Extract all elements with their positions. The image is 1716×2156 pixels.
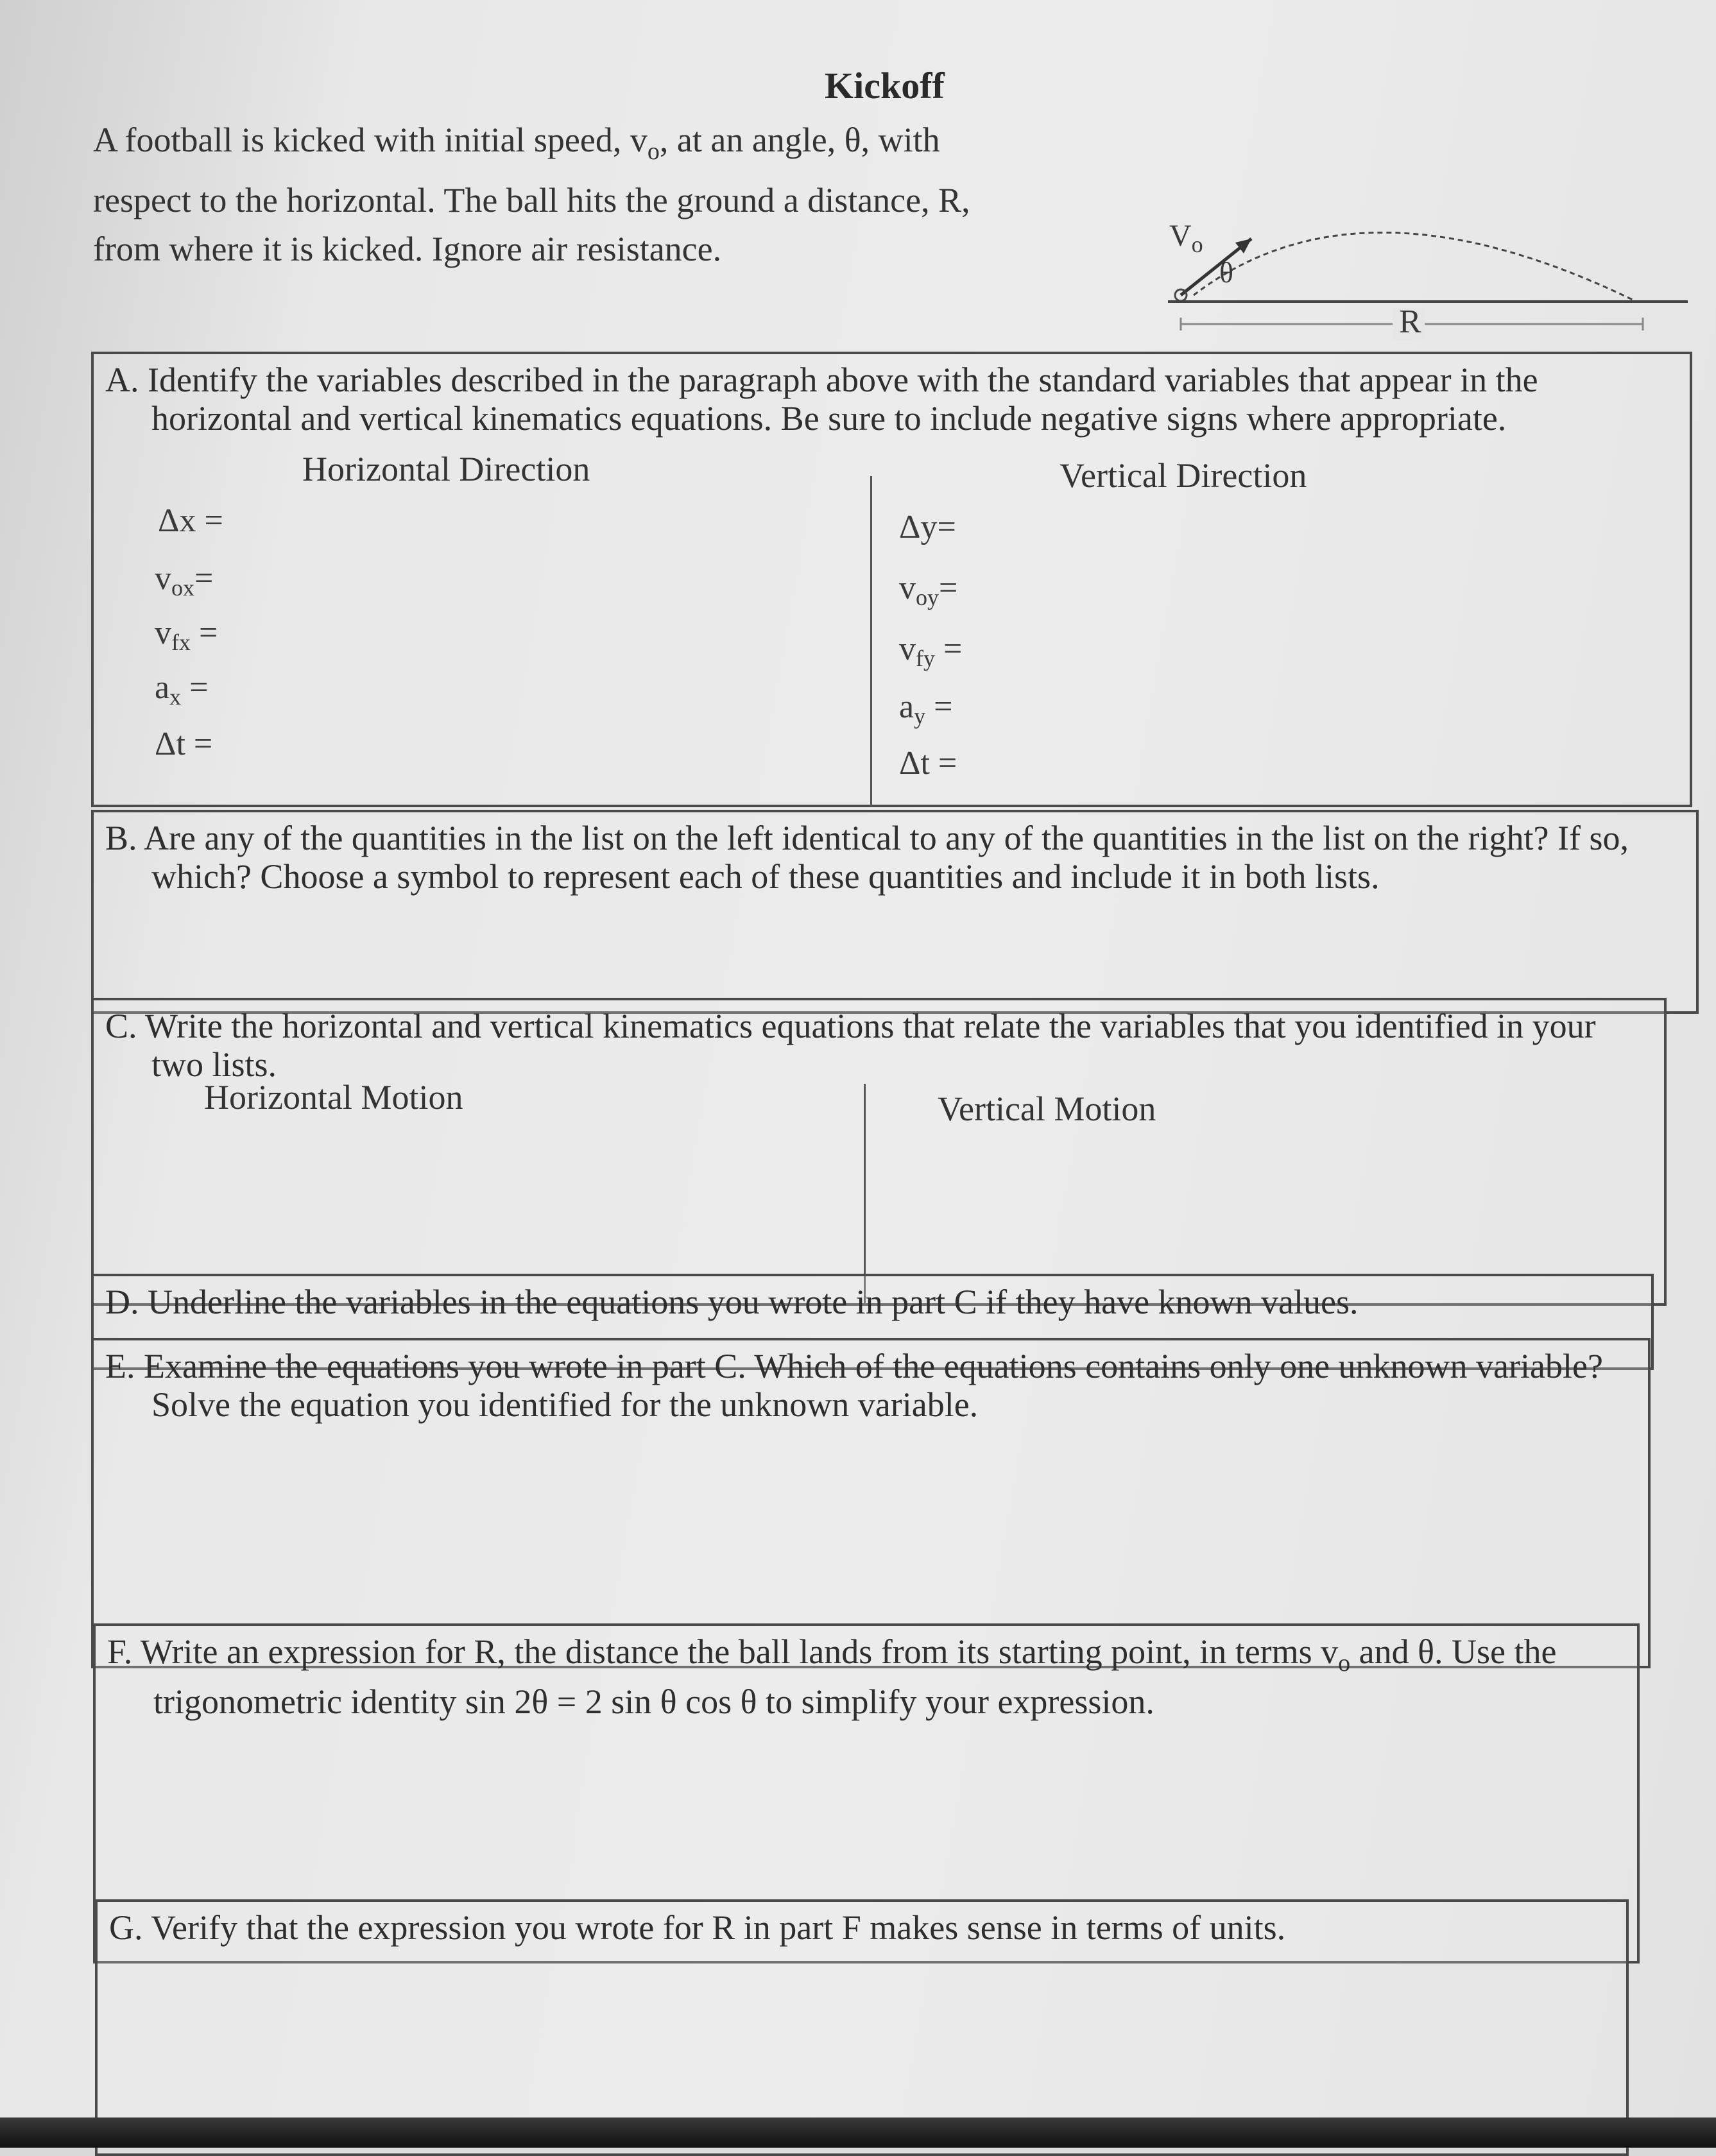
angle-label: θ xyxy=(1219,256,1234,289)
part-f-sub: o xyxy=(1338,1649,1351,1677)
part-d-question: D. Underline the variables in the equations you wrote in part C if they have known values. xyxy=(105,1283,1359,1321)
part-a-vertical-heading: Vertical Direction xyxy=(1060,456,1307,495)
var-vox-sym: v xyxy=(155,560,171,597)
intro-line-2: respect to the horizontal. The ball hits the ground a distance, R, xyxy=(93,180,970,219)
part-a-question: A. Identify the variables described in the paragraph above with the standard variables that appear in the horizontal and vertical kinematics equations. Be sure to include negative signs where appropriate. xyxy=(105,361,1538,438)
var-delta-x-sym: Δx xyxy=(158,502,196,539)
trajectory-diagram xyxy=(1155,205,1688,353)
part-c-vertical-heading: Vertical Motion xyxy=(938,1090,1156,1128)
var-ax xyxy=(155,669,208,710)
var-ax-sym: a xyxy=(155,669,170,706)
intro-line-1-rest: , at an angle, θ, with xyxy=(659,121,940,159)
part-g-question: G. Verify that the expression you wrote for R in part F makes sense in terms of units. xyxy=(109,1908,1286,1947)
var-ay-sym: a xyxy=(899,689,914,725)
part-c-horizontal-heading: Horizontal Motion xyxy=(204,1078,463,1116)
intro-line-3: from where it is kicked. Ignore air resistance. xyxy=(93,229,722,268)
var-vox-eq: = xyxy=(194,560,214,597)
var-delta-t-h-eq: = xyxy=(185,726,213,762)
var-delta-y-eq: = xyxy=(937,509,956,545)
var-vfx-eq: = xyxy=(191,615,218,651)
var-vox xyxy=(155,560,213,601)
intro-line-1 xyxy=(93,116,1094,176)
part-b-question: B. Are any of the quantities in the list on the left identical to any of the quantities in the list on the right? If so, which? Choose a symbol to represent each of these quantities and include it in both lists. xyxy=(105,819,1629,896)
var-voy-sym: v xyxy=(899,570,916,606)
problem-statement xyxy=(93,116,1094,273)
part-e-question: E. Examine the equations you wrote in part C. Which of the equations contains only one unknown variable? Solve the equation you identified for the unknown variable. xyxy=(105,1347,1603,1424)
var-ax-sub: x xyxy=(169,684,182,710)
var-delta-y-sym: Δy xyxy=(899,509,938,545)
var-vfx-sub: fx xyxy=(171,629,191,655)
var-ay-sub: y xyxy=(914,703,926,729)
var-vfy-sub: fy xyxy=(916,646,935,671)
velocity-label-text: V xyxy=(1169,219,1192,253)
var-vfy-sym: v xyxy=(899,631,916,667)
var-delta-t-v-sym: Δt xyxy=(899,745,930,782)
var-ay-eq: = xyxy=(925,689,953,725)
velocity-label-sub: o xyxy=(1191,232,1203,257)
var-voy xyxy=(899,569,957,611)
trajectory-arc xyxy=(1191,232,1636,302)
part-f-question xyxy=(107,1632,1626,1721)
part-b-box xyxy=(91,810,1699,1014)
part-a-divider xyxy=(870,476,872,807)
part-a-box xyxy=(91,352,1692,807)
var-vox-sub: ox xyxy=(171,575,194,601)
range-label: R xyxy=(1399,304,1421,340)
var-voy-sub: oy xyxy=(916,585,939,610)
var-vfy xyxy=(899,630,962,672)
var-vfy-eq: = xyxy=(935,631,963,667)
var-delta-t-vertical xyxy=(899,744,957,782)
screen-edge-shadow xyxy=(0,2118,1716,2148)
part-f-text-rest: and θ. Use the trigonometric identity sin 2θ = 2 sin θ cos θ to simplify your expression. xyxy=(153,1632,1557,1721)
var-delta-y xyxy=(899,508,956,546)
part-f-text: F. Write an expression for R, the distance the ball lands from its starting point, in terms v xyxy=(107,1632,1339,1671)
part-c-divider xyxy=(864,1084,866,1305)
part-c-question: C. Write the horizontal and vertical kinematics equations that relate the variables that you identified in your two lists. xyxy=(105,1007,1596,1084)
var-voy-eq: = xyxy=(939,570,958,606)
part-c-box xyxy=(91,998,1667,1306)
var-delta-t-v-eq: = xyxy=(929,745,957,782)
part-a-horizontal-heading: Horizontal Direction xyxy=(302,450,590,488)
var-vfx-sym: v xyxy=(155,615,171,651)
var-vfx xyxy=(155,614,218,656)
var-delta-x xyxy=(158,502,223,540)
intro-line-1-sub: o xyxy=(647,137,660,165)
var-delta-t-h-sym: Δt xyxy=(155,726,185,762)
trajectory-svg xyxy=(1155,205,1688,353)
var-ay xyxy=(899,688,952,730)
intro-line-1-text: A football is kicked with initial speed, v xyxy=(93,121,648,159)
var-ax-eq: = xyxy=(181,669,209,706)
var-delta-x-eq: = xyxy=(196,502,223,539)
worksheet-title: Kickoff xyxy=(825,65,945,107)
var-delta-t-horizontal xyxy=(155,725,212,763)
part-e-box xyxy=(91,1338,1651,1668)
velocity-label xyxy=(1169,218,1203,258)
